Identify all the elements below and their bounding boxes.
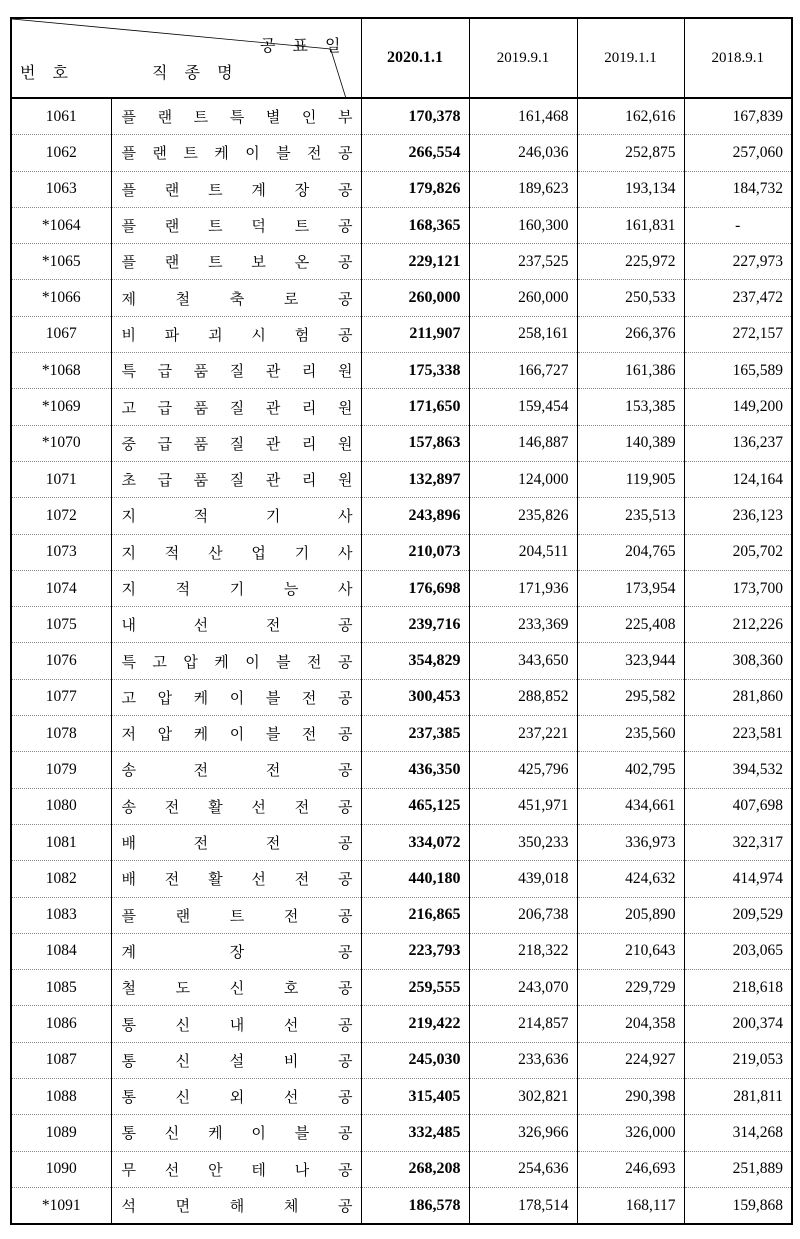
row-job-name xyxy=(111,1042,361,1078)
header-date-prev2: 2019.1.1 xyxy=(577,18,684,98)
value-2019-9-1: 124,000 xyxy=(469,461,577,497)
value-2018-9-1: - xyxy=(684,207,792,243)
value-2019-9-1: 439,018 xyxy=(469,861,577,897)
value-2019-9-1: 159,454 xyxy=(469,389,577,425)
row-job-name xyxy=(111,607,361,643)
row-number: 1080 xyxy=(11,788,111,824)
value-2018-9-1: 414,974 xyxy=(684,861,792,897)
value-2020-1-1: 211,907 xyxy=(361,316,469,352)
row-number: 1090 xyxy=(11,1151,111,1187)
value-2018-9-1: 205,702 xyxy=(684,534,792,570)
value-2019-1-1: 204,358 xyxy=(577,1006,684,1042)
row-job-name xyxy=(111,244,361,280)
value-2019-9-1: 237,525 xyxy=(469,244,577,280)
table-row xyxy=(11,280,792,316)
value-2019-9-1: 218,322 xyxy=(469,933,577,969)
value-2020-1-1: 175,338 xyxy=(361,353,469,389)
row-job-name xyxy=(111,970,361,1006)
job-name-text: 철 도 신 호 공 xyxy=(121,979,353,998)
job-name-text: 저 압 케 이 블 전 공 xyxy=(121,725,353,744)
table-row xyxy=(11,1042,792,1078)
value-2020-1-1: 171,650 xyxy=(361,389,469,425)
value-2018-9-1: 136,237 xyxy=(684,425,792,461)
value-2018-9-1: 308,360 xyxy=(684,643,792,679)
value-2019-1-1: 323,944 xyxy=(577,643,684,679)
value-2018-9-1: 257,060 xyxy=(684,135,792,171)
job-name-text: 고 급 품 질 관 리 원 xyxy=(121,398,353,417)
wage-table xyxy=(10,17,793,1225)
table-row xyxy=(11,498,792,534)
value-2018-9-1: 200,374 xyxy=(684,1006,792,1042)
value-2019-1-1: 225,972 xyxy=(577,244,684,280)
table-row xyxy=(11,1079,792,1115)
value-2019-1-1: 173,954 xyxy=(577,570,684,606)
value-2019-1-1: 235,513 xyxy=(577,498,684,534)
job-name-text: 특 고 압 케 이 블 전 공 xyxy=(121,652,353,671)
job-name-text: 통 신 설 비 공 xyxy=(121,1051,353,1070)
value-2020-1-1: 440,180 xyxy=(361,861,469,897)
job-name-text: 무 선 안 테 나 공 xyxy=(121,1160,353,1179)
job-name-text: 석 면 해 체 공 xyxy=(121,1197,353,1216)
value-2019-9-1: 233,636 xyxy=(469,1042,577,1078)
row-job-name xyxy=(111,1187,361,1224)
row-number: 1071 xyxy=(11,461,111,497)
value-2019-1-1: 295,582 xyxy=(577,679,684,715)
value-2019-1-1: 235,560 xyxy=(577,716,684,752)
value-2019-9-1: 206,738 xyxy=(469,897,577,933)
table-row xyxy=(11,1006,792,1042)
job-name-text: 지 적 산 업 기 사 xyxy=(121,543,353,562)
value-2020-1-1: 245,030 xyxy=(361,1042,469,1078)
row-job-name xyxy=(111,1151,361,1187)
value-2019-1-1: 402,795 xyxy=(577,752,684,788)
row-number: 1079 xyxy=(11,752,111,788)
row-number: 1084 xyxy=(11,933,111,969)
value-2020-1-1: 315,405 xyxy=(361,1079,469,1115)
row-job-name xyxy=(111,933,361,969)
job-name-text: 플 랜 트 특 별 인 부 xyxy=(121,108,353,127)
value-2019-1-1: 210,643 xyxy=(577,933,684,969)
value-2018-9-1: 407,698 xyxy=(684,788,792,824)
row-job-name xyxy=(111,570,361,606)
value-2020-1-1: 186,578 xyxy=(361,1187,469,1224)
value-2019-9-1: 260,000 xyxy=(469,280,577,316)
row-job-name xyxy=(111,897,361,933)
value-2020-1-1: 219,422 xyxy=(361,1006,469,1042)
value-2018-9-1: 272,157 xyxy=(684,316,792,352)
value-2018-9-1: 149,200 xyxy=(684,389,792,425)
value-2018-9-1: 322,317 xyxy=(684,824,792,860)
value-2019-1-1: 326,000 xyxy=(577,1115,684,1151)
value-2019-1-1: 161,831 xyxy=(577,207,684,243)
value-2019-1-1: 162,616 xyxy=(577,98,684,135)
row-job-name xyxy=(111,280,361,316)
table-row xyxy=(11,244,792,280)
row-job-name xyxy=(111,788,361,824)
value-2019-1-1: 290,398 xyxy=(577,1079,684,1115)
table-row xyxy=(11,970,792,1006)
row-number: 1073 xyxy=(11,534,111,570)
value-2018-9-1: 223,581 xyxy=(684,716,792,752)
header-date-prev1: 2019.9.1 xyxy=(469,18,577,98)
value-2019-1-1: 336,973 xyxy=(577,824,684,860)
row-number: 1061 xyxy=(11,98,111,135)
value-2020-1-1: 239,716 xyxy=(361,607,469,643)
job-name-text: 통 신 내 선 공 xyxy=(121,1015,353,1034)
value-2019-1-1: 250,533 xyxy=(577,280,684,316)
value-2018-9-1: 212,226 xyxy=(684,607,792,643)
table-row xyxy=(11,1151,792,1187)
value-2020-1-1: 332,485 xyxy=(361,1115,469,1151)
table-row xyxy=(11,679,792,715)
job-name-text: 내 선 전 공 xyxy=(121,616,353,635)
table-row xyxy=(11,570,792,606)
header-date-prev3: 2018.9.1 xyxy=(684,18,792,98)
row-number: 1085 xyxy=(11,970,111,1006)
row-number: 1072 xyxy=(11,498,111,534)
value-2019-9-1: 343,650 xyxy=(469,643,577,679)
row-job-name xyxy=(111,679,361,715)
row-job-name xyxy=(111,752,361,788)
value-2018-9-1: 167,839 xyxy=(684,98,792,135)
job-name-text: 배 전 활 선 전 공 xyxy=(121,870,353,889)
value-2019-1-1: 153,385 xyxy=(577,389,684,425)
row-number: 1077 xyxy=(11,679,111,715)
value-2018-9-1: 219,053 xyxy=(684,1042,792,1078)
job-name-text: 계 장 공 xyxy=(121,942,353,961)
row-number: 1075 xyxy=(11,607,111,643)
value-2020-1-1: 170,378 xyxy=(361,98,469,135)
table-row xyxy=(11,1187,792,1224)
value-2019-1-1: 252,875 xyxy=(577,135,684,171)
row-number: 1067 xyxy=(11,316,111,352)
value-2020-1-1: 266,554 xyxy=(361,135,469,171)
wage-table-sheet xyxy=(10,17,791,1225)
row-number: 1078 xyxy=(11,716,111,752)
row-number: 1087 xyxy=(11,1042,111,1078)
value-2020-1-1: 168,365 xyxy=(361,207,469,243)
value-2020-1-1: 157,863 xyxy=(361,425,469,461)
table-row xyxy=(11,788,792,824)
job-name-text: 배 전 전 공 xyxy=(121,834,353,853)
value-2019-9-1: 189,623 xyxy=(469,171,577,207)
value-2020-1-1: 268,208 xyxy=(361,1151,469,1187)
value-2018-9-1: 184,732 xyxy=(684,171,792,207)
job-name-text: 지 적 기 능 사 xyxy=(121,580,353,598)
value-2019-9-1: 254,636 xyxy=(469,1151,577,1187)
job-name-text: 플 랜 트 케 이 블 전 공 xyxy=(121,144,353,163)
row-number: *1064 xyxy=(11,207,111,243)
table-row xyxy=(11,171,792,207)
value-2020-1-1: 132,897 xyxy=(361,461,469,497)
table-row xyxy=(11,643,792,679)
job-name-text: 초 급 품 질 관 리 원 xyxy=(121,471,353,490)
value-2020-1-1: 223,793 xyxy=(361,933,469,969)
value-2019-9-1: 243,070 xyxy=(469,970,577,1006)
row-job-name xyxy=(111,824,361,860)
value-2018-9-1: 124,164 xyxy=(684,461,792,497)
value-2019-9-1: 302,821 xyxy=(469,1079,577,1115)
value-2019-9-1: 204,511 xyxy=(469,534,577,570)
value-2019-1-1: 434,661 xyxy=(577,788,684,824)
row-number: *1070 xyxy=(11,425,111,461)
value-2019-9-1: 237,221 xyxy=(469,716,577,752)
value-2020-1-1: 260,000 xyxy=(361,280,469,316)
value-2019-1-1: 224,927 xyxy=(577,1042,684,1078)
table-row xyxy=(11,389,792,425)
table-body xyxy=(11,98,792,1224)
value-2019-9-1: 258,161 xyxy=(469,316,577,352)
table-row xyxy=(11,897,792,933)
value-2018-9-1: 159,868 xyxy=(684,1187,792,1224)
value-2020-1-1: 300,453 xyxy=(361,679,469,715)
table-row xyxy=(11,461,792,497)
value-2018-9-1: 281,811 xyxy=(684,1079,792,1115)
table-row xyxy=(11,861,792,897)
table-row xyxy=(11,207,792,243)
value-2020-1-1: 243,896 xyxy=(361,498,469,534)
row-number: *1066 xyxy=(11,280,111,316)
value-2019-1-1: 119,905 xyxy=(577,461,684,497)
value-2018-9-1: 209,529 xyxy=(684,897,792,933)
table-row xyxy=(11,353,792,389)
value-2019-9-1: 451,971 xyxy=(469,788,577,824)
value-2019-9-1: 160,300 xyxy=(469,207,577,243)
row-job-name xyxy=(111,135,361,171)
job-name-label: 직 종 명 xyxy=(152,63,239,82)
value-2020-1-1: 465,125 xyxy=(361,788,469,824)
row-job-name xyxy=(111,207,361,243)
table-row xyxy=(11,316,792,352)
value-2019-9-1: 171,936 xyxy=(469,570,577,606)
job-name-text: 송 전 활 선 전 공 xyxy=(121,797,353,816)
value-2019-1-1: 205,890 xyxy=(577,897,684,933)
value-2018-9-1: 236,123 xyxy=(684,498,792,534)
value-2019-9-1: 178,514 xyxy=(469,1187,577,1224)
value-2019-9-1: 214,857 xyxy=(469,1006,577,1042)
row-job-name xyxy=(111,534,361,570)
value-2019-1-1: 246,693 xyxy=(577,1151,684,1187)
header-date-current: 2020.1.1 xyxy=(361,18,469,98)
value-2019-1-1: 140,389 xyxy=(577,425,684,461)
row-job-name xyxy=(111,1006,361,1042)
value-2019-1-1: 193,134 xyxy=(577,171,684,207)
job-name-text: 고 압 케 이 블 전 공 xyxy=(121,688,353,707)
job-name-text: 비 파 괴 시 험 공 xyxy=(121,325,353,344)
value-2019-9-1: 326,966 xyxy=(469,1115,577,1151)
value-2018-9-1: 251,889 xyxy=(684,1151,792,1187)
value-2020-1-1: 179,826 xyxy=(361,171,469,207)
row-job-name xyxy=(111,861,361,897)
row-job-name xyxy=(111,643,361,679)
value-2018-9-1: 394,532 xyxy=(684,752,792,788)
value-2019-9-1: 350,233 xyxy=(469,824,577,860)
row-job-name xyxy=(111,316,361,352)
value-2020-1-1: 436,350 xyxy=(361,752,469,788)
row-job-name xyxy=(111,461,361,497)
table-row xyxy=(11,607,792,643)
row-number: 1086 xyxy=(11,1006,111,1042)
number-label: 번 호 xyxy=(20,63,74,82)
value-2019-9-1: 166,727 xyxy=(469,353,577,389)
row-job-name xyxy=(111,171,361,207)
job-name-text: 플 랜 트 보 온 공 xyxy=(121,253,353,272)
value-2019-9-1: 233,369 xyxy=(469,607,577,643)
announce-date-label: 공 표 일 xyxy=(259,36,347,55)
row-job-name xyxy=(111,716,361,752)
job-name-text: 특 급 품 질 관 리 원 xyxy=(121,362,353,381)
diagonal-divider xyxy=(12,19,361,97)
row-number: 1082 xyxy=(11,861,111,897)
table-row xyxy=(11,716,792,752)
value-2020-1-1: 216,865 xyxy=(361,897,469,933)
value-2018-9-1: 281,860 xyxy=(684,679,792,715)
value-2020-1-1: 229,121 xyxy=(361,244,469,280)
value-2019-9-1: 235,826 xyxy=(469,498,577,534)
row-number: *1069 xyxy=(11,389,111,425)
row-number: 1076 xyxy=(11,643,111,679)
value-2019-9-1: 161,468 xyxy=(469,98,577,135)
value-2020-1-1: 237,385 xyxy=(361,716,469,752)
table-row xyxy=(11,98,792,135)
value-2020-1-1: 259,555 xyxy=(361,970,469,1006)
value-2018-9-1: 237,472 xyxy=(684,280,792,316)
table-row xyxy=(11,425,792,461)
row-number: *1068 xyxy=(11,353,111,389)
value-2018-9-1: 203,065 xyxy=(684,933,792,969)
value-2019-1-1: 225,408 xyxy=(577,607,684,643)
value-2019-1-1: 266,376 xyxy=(577,316,684,352)
value-2019-9-1: 246,036 xyxy=(469,135,577,171)
table-row xyxy=(11,534,792,570)
value-2019-9-1: 425,796 xyxy=(469,752,577,788)
job-name-text: 제 철 축 로 공 xyxy=(121,289,353,308)
table-row xyxy=(11,752,792,788)
row-job-name xyxy=(111,1079,361,1115)
job-name-text: 플 랜 트 전 공 xyxy=(121,906,353,925)
job-name-text: 통 신 외 선 공 xyxy=(121,1088,353,1107)
row-number: 1083 xyxy=(11,897,111,933)
job-name-text: 지 적 기 사 xyxy=(121,507,353,526)
row-number: 1063 xyxy=(11,171,111,207)
table-row xyxy=(11,933,792,969)
table-row xyxy=(11,824,792,860)
row-number: 1089 xyxy=(11,1115,111,1151)
value-2018-9-1: 314,268 xyxy=(684,1115,792,1151)
value-2020-1-1: 176,698 xyxy=(361,570,469,606)
row-job-name xyxy=(111,98,361,135)
row-number: *1065 xyxy=(11,244,111,280)
value-2019-9-1: 288,852 xyxy=(469,679,577,715)
job-name-text: 플 랜 트 계 장 공 xyxy=(121,180,353,199)
row-number: 1081 xyxy=(11,824,111,860)
value-2019-1-1: 161,386 xyxy=(577,353,684,389)
header-row xyxy=(11,18,792,98)
row-job-name xyxy=(111,353,361,389)
row-number: 1062 xyxy=(11,135,111,171)
table-row xyxy=(11,135,792,171)
row-job-name xyxy=(111,389,361,425)
value-2018-9-1: 227,973 xyxy=(684,244,792,280)
value-2019-1-1: 424,632 xyxy=(577,861,684,897)
value-2019-9-1: 146,887 xyxy=(469,425,577,461)
value-2020-1-1: 354,829 xyxy=(361,643,469,679)
corner-header-cell xyxy=(11,18,361,98)
value-2018-9-1: 165,589 xyxy=(684,353,792,389)
value-2018-9-1: 173,700 xyxy=(684,570,792,606)
job-name-text: 송 전 전 공 xyxy=(121,761,353,780)
value-2019-1-1: 168,117 xyxy=(577,1187,684,1224)
row-number: *1091 xyxy=(11,1187,111,1224)
job-name-text: 통 신 케 이 블 공 xyxy=(121,1124,353,1143)
table-row xyxy=(11,1115,792,1151)
row-number: 1074 xyxy=(11,570,111,606)
value-2019-1-1: 229,729 xyxy=(577,970,684,1006)
value-2020-1-1: 334,072 xyxy=(361,824,469,860)
value-2018-9-1: 218,618 xyxy=(684,970,792,1006)
row-number: 1088 xyxy=(11,1079,111,1115)
row-job-name xyxy=(111,1115,361,1151)
row-job-name xyxy=(111,498,361,534)
value-2019-1-1: 204,765 xyxy=(577,534,684,570)
job-name-text: 중 급 품 질 관 리 원 xyxy=(121,434,353,453)
row-job-name xyxy=(111,425,361,461)
job-name-text: 플 랜 트 덕 트 공 xyxy=(121,217,353,236)
value-2020-1-1: 210,073 xyxy=(361,534,469,570)
